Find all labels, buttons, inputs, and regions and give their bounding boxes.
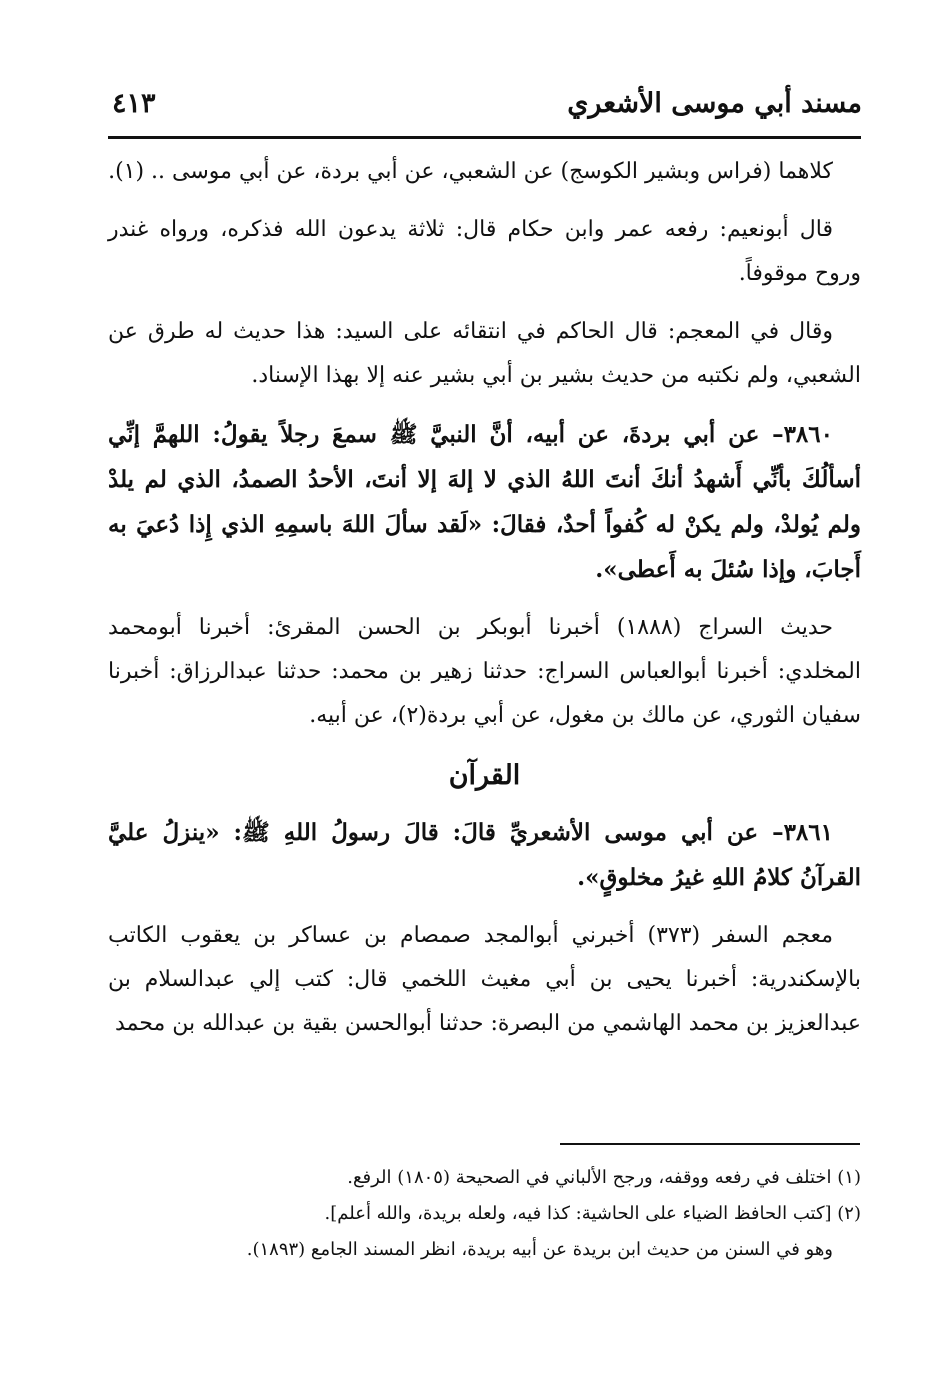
header-title: مسند أبي موسى الأشعري xyxy=(567,88,862,119)
footnotes xyxy=(108,1160,861,1268)
paragraph-4: حديث السراج (١٨٨٨) أخبرنا أبوبكر بن الحسن المقرئ: أخبرنا أبومحمد المخلدي: أخبرنا أبوالعباس السراج: حدثنا زهير بن محمد: حدثنا عبدالرزاق: أخبرنا سفيان الثوري، عن مالك بن مغول، عن أبي بردة(٢)، عن أبيه. xyxy=(108,615,861,728)
main-text xyxy=(108,150,861,1060)
page-number: ٤١٣ xyxy=(112,88,156,119)
paragraph-5: معجم السفر (٣٧٣) أخبرني أبوالمجد صمصام بن عساكر بن يعقوب الكاتب بالإسكندرية: أخبرنا يحيى بن أبي مغيث اللخمي قال: كتب إلي عبدالسلام بن عبدالعزيز بن محمد الهاشمي من البصرة: حدثنا أبوالحسن بقية بن عبدالله بن محمد xyxy=(108,923,861,1036)
header-divider xyxy=(108,136,861,139)
footnote-divider xyxy=(560,1143,860,1145)
hadith-3860: ٣٨٦٠– عن أبي بردةَ، عن أبيه، أنَّ النبيَّ ﷺ سمعَ رجلاً يقولُ: اللهمَّ إنِّي أسألُكَ بأنِّي أَشهدُ أنكَ أنتَ اللهُ الذي لا إلهَ إلا أنتَ، الأحدُ الصمدُ، الذي لم يلدْ ولم يُولدْ، ولم يكنْ له كُفواً أحدٌ، فقالَ: «لَقد سألَ اللهَ باسمِهِ الذي إِذا دُعيَ به أَجابَ، وإذا سُئلَ به أَعطى». xyxy=(108,421,861,583)
footnote-1: (١) اختلف في رفعه ووقفه، ورجح الألباني في الصحيحة (١٨٠٥) الرفع. xyxy=(347,1167,861,1188)
hadith-3861: ٣٨٦١– عن أبي موسى الأشعريِّ قالَ: قالَ رسولُ اللهِ ﷺ: «ينزلُ عليَّ القرآنُ كلامُ اللهِ غيرُ مخلوقٍ». xyxy=(108,819,861,891)
footnote-2-continuation: وهو في السنن من حديث ابن بريدة عن أبيه بريدة، انظر المسند الجامع (١٨٩٣). xyxy=(246,1239,833,1260)
paragraph-1: كلاهما (فراس وبشير الكوسج) عن الشعبي، عن أبي بردة، عن أبي موسى .. (١). xyxy=(108,159,833,184)
section-heading: القرآن xyxy=(448,760,521,791)
running-header xyxy=(112,82,862,132)
footnote-2: (٢) [كتب الحافظ الضياء على الحاشية: كذا فيه، ولعله بريدة، والله أعلم]. xyxy=(324,1203,861,1224)
paragraph-3: وقال في المعجم: قال الحاكم في انتقائه على السيد: هذا حديث له طرق عن الشعبي، ولم نكتبه من حديث بشير بن أبي بشير عنه إلا بهذا الإسناد. xyxy=(108,319,861,388)
paragraph-2: قال أبونعيم: رفعه عمر وابن حكام قال: ثلاثة يدعون الله فذكره، ورواه غندر وروح موقوفاً. xyxy=(108,217,861,286)
